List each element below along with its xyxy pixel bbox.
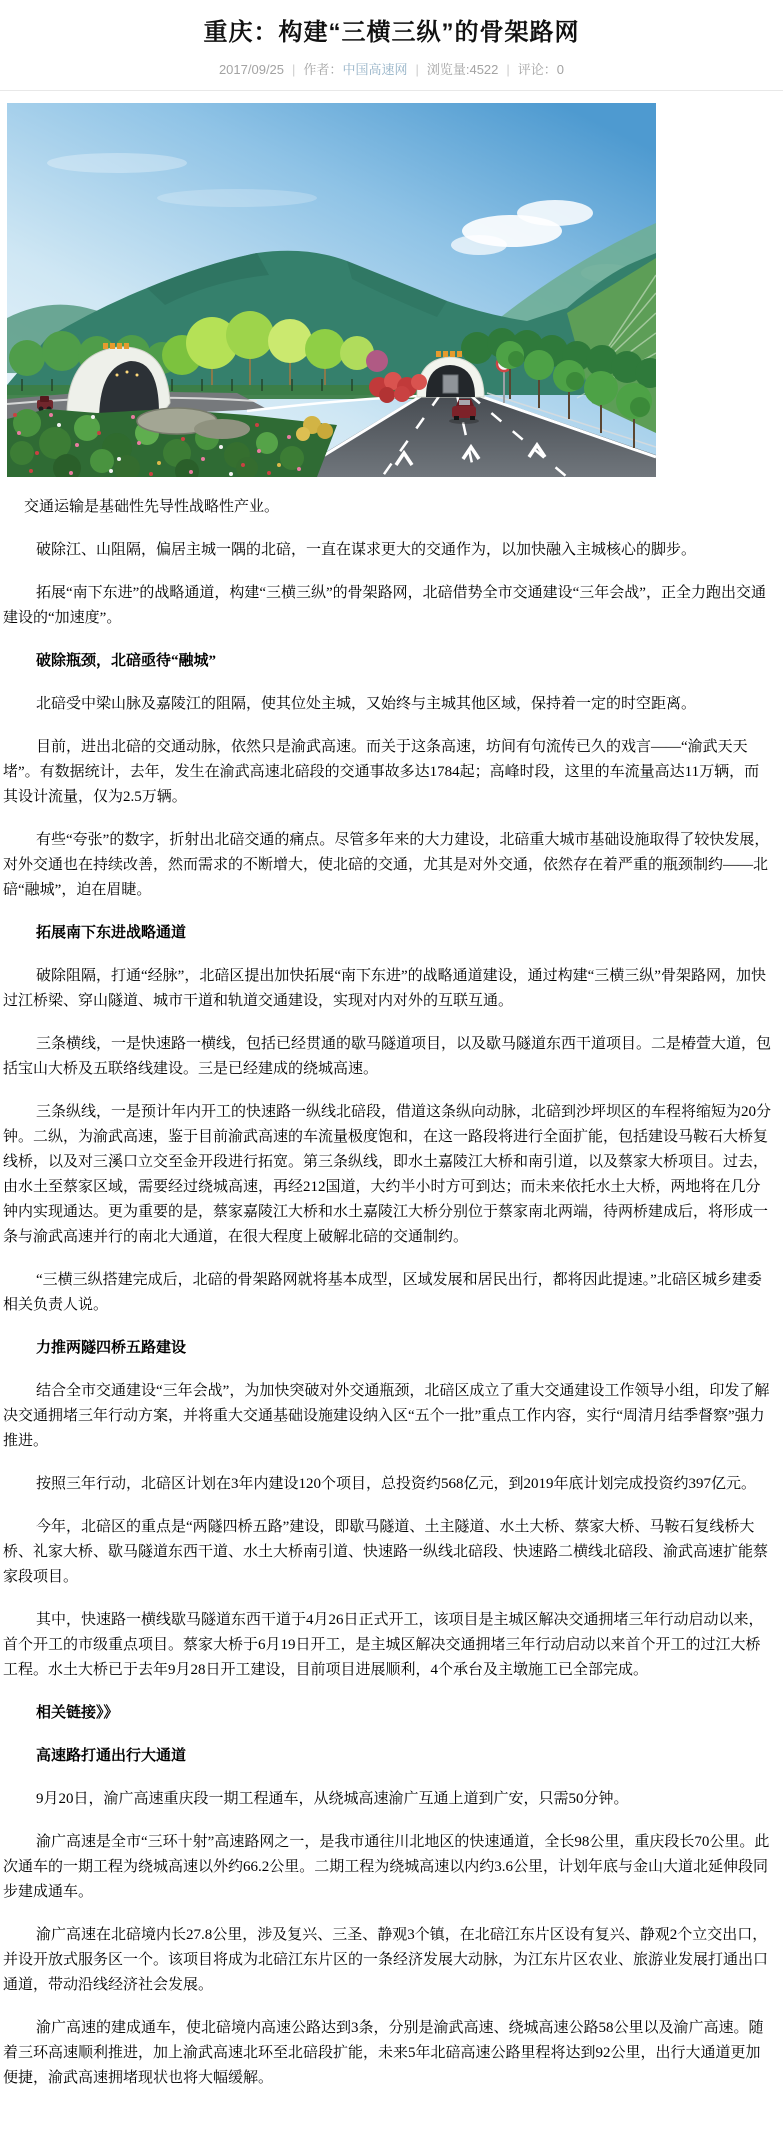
views-count: 4522 xyxy=(469,62,499,77)
paragraph: 三条横线，一是快速路一横线，包括已经贯通的歇马隧道项目，以及歇马隧道东西干道项目。二是椿萱大道，包括宝山大桥及五联络线建设。三是已经建成的绕城高速。 xyxy=(3,1036,772,1077)
paragraph: 结合全市交通建设“三年会战”，为加快突破对外交通瓶颈，北碚区成立了重大交通建设工作领导小组，印发了解决交通拥堵三年行动方案，并将重大交通基础设施建设纳入区“五个一批”重点工作内容，实行“周清月结季督察”强力推进。 xyxy=(3,1383,770,1449)
publish-date: 2017/09/25 xyxy=(218,62,285,77)
paragraph: 9月20日，渝广高速重庆段一期工程通车，从绕城高速渝广互通上道到广安，只需50分钟。 xyxy=(36,1791,629,1807)
section-heading: 拓展南下东进战略通道 xyxy=(36,925,187,941)
views-label: 浏览量: xyxy=(426,62,470,77)
comments-count: 0 xyxy=(556,62,565,77)
paragraph: 渝广高速是全市“三环十射”高速路网之一，是我市通往川北地区的快速通道，全长98公里，重庆段长70公里。此次通车的一期工程为绕城高速以外约66.2公里。二期工程为绕城高速以内约3.6公里，计划年底与金山大道北延伸段同步建成通车。 xyxy=(3,1834,770,1900)
paragraph: 按照三年行动，北碚区计划在3年内建设120个项目，总投资约568亿元，到2019年底计划完成投资约397亿元。 xyxy=(36,1476,757,1492)
section-heading: 破除瓶颈，北碚亟待“融城” xyxy=(36,653,217,669)
paragraph: 今年，北碚区的重点是“两隧四桥五路”建设，即歇马隧道、土主隧道、水土大桥、蔡家大桥、马鞍石复线桥大桥、礼家大桥、歇马隧道东西干道、水土大桥南引道、快速路一纵线北碚段、快速路二横线北碚段、渝武高速扩能蔡家段项目。 xyxy=(3,1519,769,1585)
highway-tunnel-illustration xyxy=(7,103,656,477)
section-heading: 力推两隧四桥五路建设 xyxy=(36,1340,187,1356)
author-label: 作者： xyxy=(303,62,343,77)
section-heading-related-links: 相关链接》》 xyxy=(36,1705,119,1721)
paragraph: 北碚受中梁山脉及嘉陵江的阻隔，使其位处主城，又始终与主城其他区域，保持着一定的时空距离。 xyxy=(36,696,697,712)
paragraph: 渝广高速在北碚境内长27.8公里，涉及复兴、三圣、静观3个镇，在北碚江东片区设有复兴、静观2个立交出口，并设开放式服务区一个。该项目将成为北碚江东片区的一条经济发展大动脉，为江东片区农业、旅游业发展打通出口通道，带动沿线经济社会发展。 xyxy=(3,1927,769,1993)
article-meta xyxy=(0,53,783,91)
paragraph: 目前，进出北碚的交通动脉，依然只是渝武高速。而关于这条高速，坊间有句流传已久的戏言——“渝武天天堵”。有数据统计，去年，发生在渝武高速北碚段的交通事故多达1784起；高峰时段，这里的车流量高达11万辆，而其设计流量，仅为2.5万辆。 xyxy=(3,739,760,805)
paragraph: 其中，快速路一横线歇马隧道东西干道于4月26日正式开工，该项目是主城区解决交通拥堵三年行动启动以来，首个开工的市级重点项目。蔡家大桥于6月19日开工，是主城区解决交通拥堵三年行动启动以来首个开工的过江大桥工程。水土大桥已于去年9月28日开工建设，目前项目进展顺利，4个承台及主墩施工已全部完成。 xyxy=(3,1612,764,1678)
hero-image xyxy=(7,103,656,477)
meta-separator: | xyxy=(415,62,419,77)
paragraph: 渝广高速的建成通车，使北碚境内高速公路达到3条，分别是渝武高速、绕城高速公路58公里以及渝广高速。随着三环高速顺利推进，加上渝武高速北环至北碚段扩能，未来5年北碚高速公路里程将达到92公里，出行大通道更加便捷，渝武高速拥堵现状也将大幅缓解。 xyxy=(3,2020,764,2086)
paragraph: “三横三纵搭建完成后，北碚的骨架路网就将基本成型，区域发展和居民出行，都将因此提速。”北碚区城乡建委相关负责人说。 xyxy=(3,1272,762,1313)
paragraph: 有些“夸张”的数字，折射出北碚交通的痛点。尽管多年来的大力建设，北碚重大城市基础设施取得了较快发展，对外交通也在持续改善，然而需求的不断增大，使北碚的交通，尤其是对外交通，依然存在着严重的瓶颈制约——北碚“融城”，迫在眉睫。 xyxy=(3,832,770,898)
article-body xyxy=(0,493,783,2139)
page-title: 重庆：构建“三横三纵”的骨架路网 xyxy=(203,19,580,46)
paragraph: 破除阻隔，打通“经脉”，北碚区提出加快拓展“南下东进”的战略通道建设，通过构建“三横三纵”骨架路网，加快过江桥梁、穿山隧道、城市干道和轨道交通建设，实现对内对外的互联互通。 xyxy=(3,968,766,1009)
comments-label: 评论： xyxy=(517,62,557,77)
paragraph: 三条纵线，一是预计年内开工的快速路一纵线北碚段，借道这条纵向动脉，北碚到沙坪坝区的车程将缩短为20分钟。二纵，为渝武高速，鉴于目前渝武高速的车流量极度饱和，在这一路段将进行全面扩能，包括建设马鞍石大桥复线桥，以及对三溪口立交至金开段进行拓宽。第三条纵线，即水土嘉陵江大桥和南引道，以及蔡家大桥项目。过去，由水土至蔡家区域，需要经过绕城高速，再经212国道，大约半小时方可到达；而未来依托水土大桥，两地将在几分钟内实现通达。更为重要的是，蔡家嘉陵江大桥和水土嘉陵江大桥分别位于蔡家南北两端，待两桥建成后，将形成一条与渝武高速并行的南北大通道，在很大程度上破解北碚的交通制约。 xyxy=(3,1104,772,1245)
section-heading: 高速路打通出行大通道 xyxy=(36,1748,187,1764)
author-link[interactable]: 中国高速网 xyxy=(342,62,408,77)
paragraph: 破除江、山阻隔，偏居主城一隅的北碚，一直在谋求更大的交通作为，以加快融入主城核心的脚步。 xyxy=(36,542,697,558)
meta-separator: | xyxy=(292,62,296,77)
meta-separator: | xyxy=(506,62,510,77)
paragraph: 交通运输是基础性先导性战略性产业。 xyxy=(24,499,280,515)
paragraph: 拓展“南下东进”的战略通道，构建“三横三纵”的骨架路网，北碚借势全市交通建设“三年会战”，正全力跑出交通建设的“加速度”。 xyxy=(3,585,766,626)
